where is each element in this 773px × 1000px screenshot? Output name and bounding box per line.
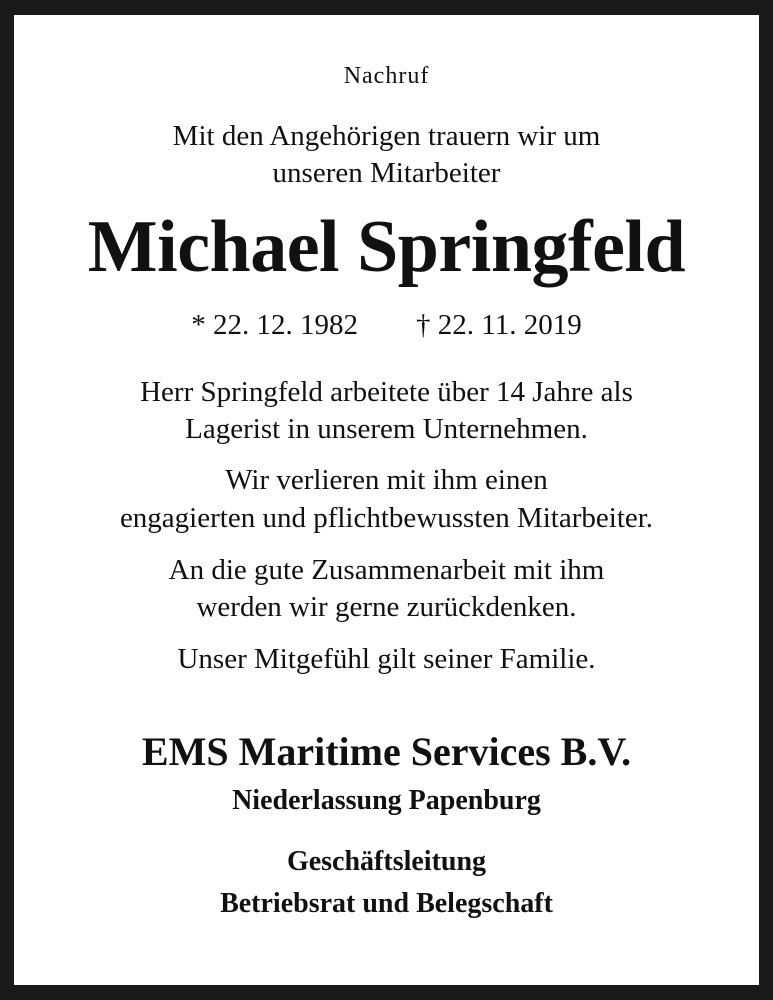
paragraph-4-line-1: Unser Mitgefühl gilt seiner Familie.	[177, 643, 596, 675]
paragraph-3-line-2: werden wir gerne zurückdenken.	[196, 591, 577, 623]
intro-line-1: Mit den Angehörigen trauern wir um	[172, 120, 601, 152]
obituary-heading: Nachruf	[343, 63, 430, 89]
death-date: † 22. 11. 2019	[416, 309, 582, 341]
signatory-2: Betriebsrat und Belegschaft	[220, 888, 553, 919]
birth-date: * 22. 12. 1982	[191, 309, 359, 341]
intro-line-2: unseren Mitarbeiter	[272, 157, 501, 189]
signatory-1: Geschäftsleitung	[286, 846, 487, 877]
paragraph-2-line-1: Wir verlieren mit ihm einen	[225, 464, 548, 496]
paragraph-2-line-2: engagierten und pflichtbewussten Mitarbeiter.	[119, 502, 654, 534]
deceased-name: Michael Springfeld	[87, 206, 686, 288]
company-name: EMS Maritime Services B.V.	[141, 729, 632, 774]
company-branch: Niederlassung Papenburg	[232, 785, 541, 816]
paragraph-1-line-2: Lagerist in unserem Unternehmen.	[185, 413, 588, 445]
paragraph-3-line-1: An die gute Zusammenarbeit mit ihm	[168, 554, 605, 586]
life-dates	[0, 311, 773, 340]
paragraph-1-line-1: Herr Springfeld arbeitete über 14 Jahre als	[140, 376, 633, 408]
